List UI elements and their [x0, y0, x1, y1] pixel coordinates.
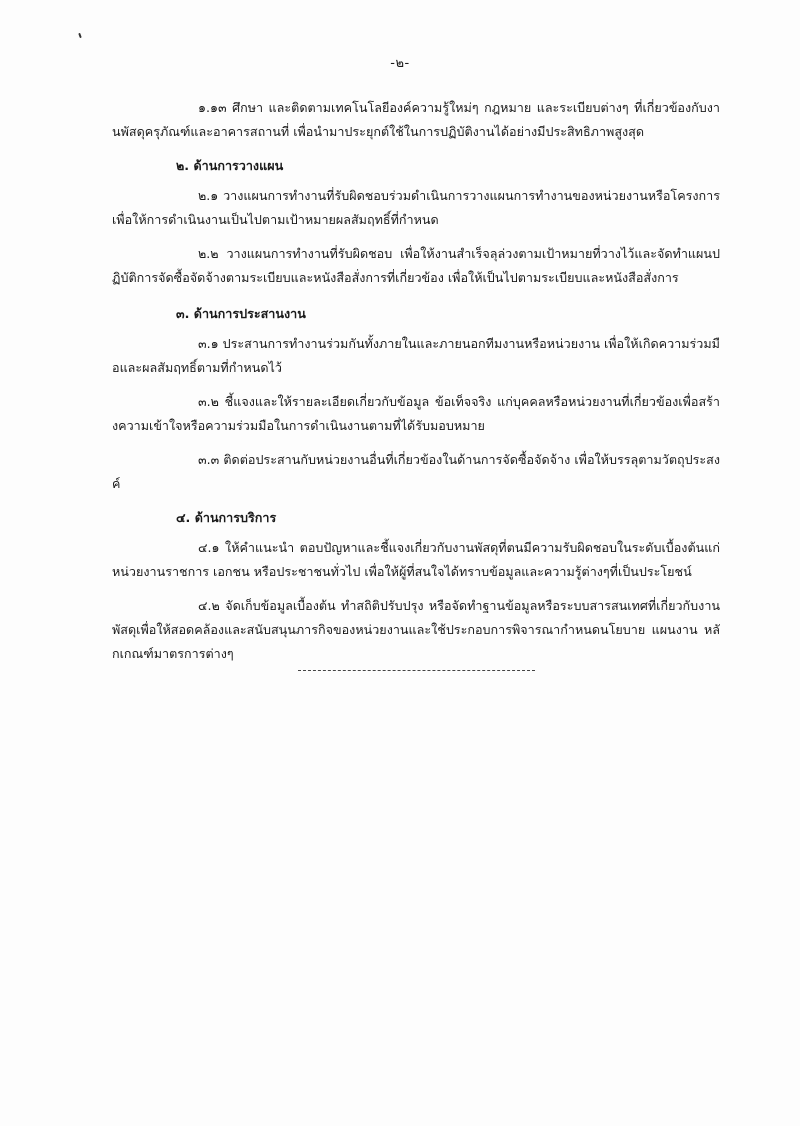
- page-number: -๒-: [390, 56, 410, 71]
- paragraph-3-3: ๓.๓ ติดต่อประสานกับหน่วยงานอื่นที่เกี่ยวข้องในด้านการจัดซื้อจัดจ้าง เพื่อให้บรรลุตามวัตถุประสงค์: [112, 452, 720, 491]
- end-of-document-rule: [298, 670, 535, 671]
- paragraph-3-1: ๓.๑ ประสานการทำงานร่วมกันทั้งภายในและภายนอกทีมงานหรือหน่วยงาน เพื่อให้เกิดความร่วมมือและผลสัมฤทธิ์ตามที่กำหนดไว้: [112, 336, 720, 375]
- paragraph-2-1: ๒.๑ วางแผนการทำงานที่รับผิดชอบร่วมดำเนินการวางแผนการทำงานของหน่วยงานหรือโครงการเพื่อให้การดำเนินงานเป็นไปตามเป้าหมายผลสัมฤทธิ์ที่กำหนด: [112, 188, 720, 227]
- paragraph-2-2: ๒.๒ วางแผนการทำงานที่รับผิดชอบ เพื่อให้งานสำเร็จลุล่วงตามเป้าหมายที่วางไว้และจัดทำแผนปฏิบัติการจัดซื้อจัดจ้างตามระเบียบและหนังสือสั่งการที่เกี่ยวข้อง เพื่อให้เป็นไปตามระเบียบและหนังสือสั่งการ: [112, 246, 720, 285]
- paragraph-4-1: ๔.๑ ให้คำแนะนำ ตอบปัญหาและชี้แจงเกี่ยวกับงานพัสดุที่ตนมีความรับผิดชอบในระดับเบื้องต้นแก่หน่วยงานราชการ เอกชน หรือประชาชนทั่วไป เพื่อให้ผู้ที่สนใจได้ทราบข้อมูลและความรู้ต่างๆที่เป็นประโยชน์: [112, 540, 720, 579]
- paragraph-4-2: ๔.๒ จัดเก็บข้อมูลเบื้องต้น ทำสถิติปรับปรุง หรือจัดทำฐานข้อมูลหรือระบบสารสนเทศที่เกี่ยวกับงานพัสดุเพื่อให้สอดคล้องและสนับสนุนภารกิจของหน่วยงานและใช้ประกอบการพิจารณากำหนดนโยบาย แผนงาน หลักเกณฑ์มาตรการต่างๆ: [112, 598, 720, 661]
- paragraph-1-13: ๑.๑๓ ศึกษา และติดตามเทคโนโลยีองค์ความรู้ใหม่ๆ กฎหมาย และระเบียบต่างๆ ที่เกี่ยวข้องกับงานพัสดุครุภัณฑ์และอาคารสถานที่ เพื่อนำมาประยุกต์ใช้ในการปฏิบัติงานได้อย่างมีประสิทธิภาพสูงสุด: [112, 100, 720, 139]
- section-heading-planning: ๒. ด้านการวางแผน: [176, 158, 284, 173]
- section-heading-coordination: ๓. ด้านการประสานงาน: [176, 306, 306, 321]
- document-body: [112, 96, 720, 676]
- scan-speck: [78, 33, 82, 38]
- section-heading-service: ๔. ด้านการบริการ: [176, 510, 277, 525]
- paragraph-3-2: ๓.๒ ชี้แจงและให้รายละเอียดเกี่ยวกับข้อมูล ข้อเท็จจริง แก่บุคคลหรือหน่วยงานที่เกี่ยวข้องเพื่อสร้างความเข้าใจหรือความร่วมมือในการดำเนินงานตามที่ได้รับมอบหมาย: [112, 394, 720, 433]
